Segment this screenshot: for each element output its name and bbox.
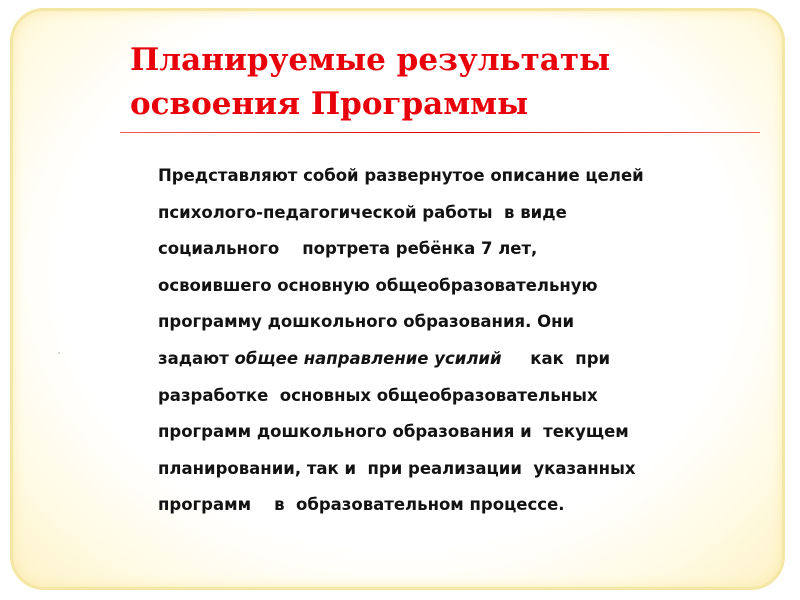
body-line-6-emphasis: общее направление усилий xyxy=(234,348,502,368)
body-line-2 xyxy=(158,195,758,232)
body-line-1 xyxy=(158,158,758,195)
body-line-3-text: социального портрета ребёнка 7 лет, xyxy=(158,239,538,259)
body-line-2-text: психолого-педагогической работы в виде xyxy=(158,202,567,222)
body-line-8-text: программ дошкольного образования и текущем xyxy=(158,422,629,442)
body-paragraph xyxy=(158,158,758,524)
body-line-9-text: планировании, так и при реализации указанных xyxy=(158,458,636,478)
body-line-10-text: программ в образовательном процессе. xyxy=(158,495,565,515)
body-line-1-text: Представляют собой развернутое описание целей xyxy=(158,166,644,185)
body-line-8 xyxy=(158,414,758,451)
body-line-3 xyxy=(158,231,758,268)
slide-title xyxy=(130,38,750,126)
body-line-5-text: программу дошкольного образования. Они xyxy=(158,312,575,332)
body-line-7-text: разработке основных общеобразовательных xyxy=(158,385,598,405)
body-line-6-before: задают xyxy=(158,348,235,368)
decorative-speck xyxy=(58,352,60,354)
body-line-6 xyxy=(158,341,758,378)
body-line-5 xyxy=(158,304,758,341)
slide-title-line-2: освоения Программы xyxy=(130,86,529,122)
body-line-7 xyxy=(158,378,758,415)
body-line-9 xyxy=(158,451,758,488)
body-line-4-text: освоившего основную общеобразовательную xyxy=(158,275,598,295)
body-line-4 xyxy=(158,268,758,305)
slide-title-line-1: Планируемые результаты xyxy=(130,42,611,78)
body-line-6-after: как при xyxy=(501,348,611,368)
title-divider xyxy=(120,132,760,133)
body-line-10 xyxy=(158,487,758,524)
